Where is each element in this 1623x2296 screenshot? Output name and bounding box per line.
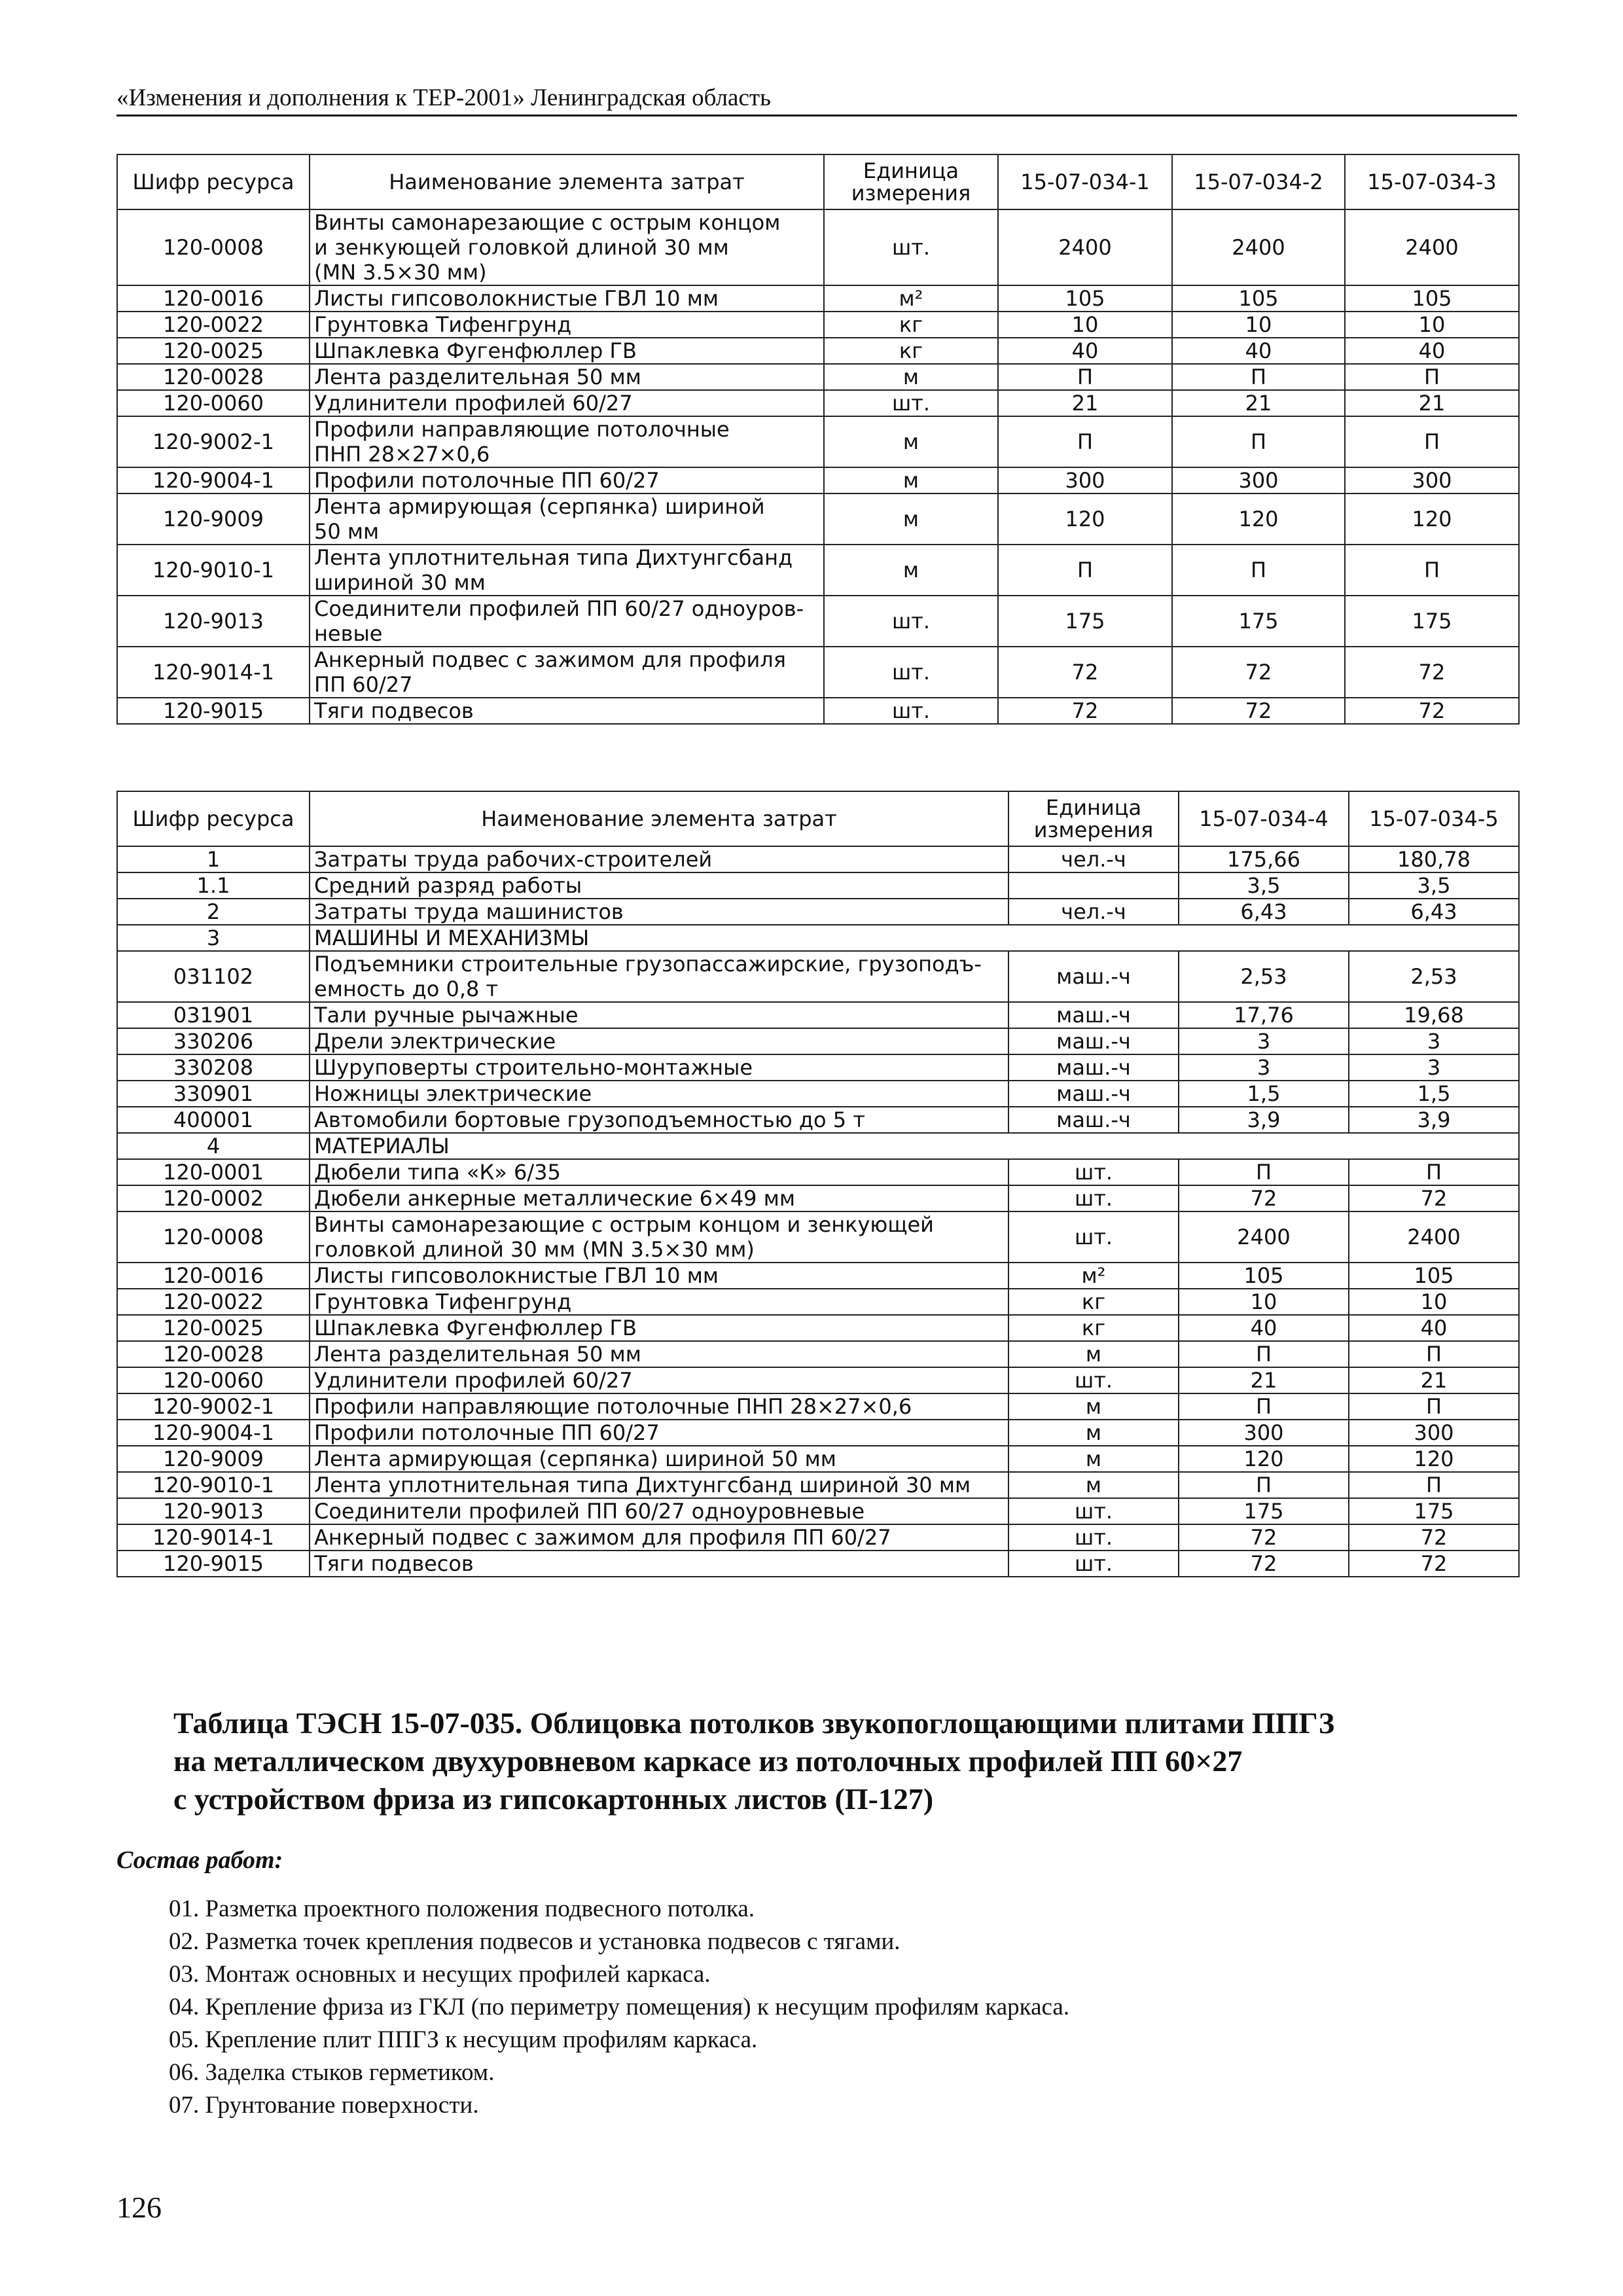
table-cell: 120-0008: [117, 1211, 310, 1263]
table-cell: 2400: [1179, 1211, 1349, 1263]
works-item: 02. Разметка точек крепления подвесов и установка подвесов с тягами.: [169, 1928, 901, 1955]
table-cell: П: [1349, 1393, 1519, 1420]
table-cell: 120-9014-1: [117, 1524, 310, 1551]
table-row: [117, 416, 1519, 467]
table-cell: 120: [1172, 493, 1345, 545]
table-cell: 120-0025: [117, 1315, 310, 1341]
table-cell: 120-0016: [117, 1263, 310, 1289]
table-row: [117, 1498, 1519, 1524]
table-cell: маш.-ч: [1008, 1002, 1179, 1028]
table-row: [117, 285, 1519, 312]
table-cell: 120-0022: [117, 312, 310, 338]
table-row: [117, 493, 1519, 545]
table-cell: 120-0002: [117, 1185, 310, 1211]
table-row: [117, 846, 1519, 872]
table-cell: м: [824, 364, 998, 390]
table-cell: П: [1179, 1159, 1349, 1185]
table-cell: Грунтовка Тифенгрунд: [310, 1289, 1008, 1315]
table-row: [117, 1472, 1519, 1498]
table-cell: чел.-ч: [1008, 899, 1179, 925]
table-row: [117, 647, 1519, 698]
table-cell: 120-0016: [117, 285, 310, 312]
table-row: [117, 467, 1519, 493]
table-cell: 2,53: [1349, 951, 1519, 1002]
table-cell: 1: [117, 846, 310, 872]
table-row: [117, 312, 1519, 338]
table-cell: 1,5: [1349, 1081, 1519, 1107]
section-title: [173, 1704, 1482, 1818]
table-cell: 72: [1179, 1185, 1349, 1211]
table-cell: Шуруповерты строительно-монтажные: [310, 1054, 1008, 1081]
table-cell: 1.1: [117, 872, 310, 899]
table-cell: 300: [998, 467, 1172, 493]
table-cell: 330208: [117, 1054, 310, 1081]
table-cell: 72: [1172, 698, 1345, 724]
table-row: [117, 951, 1519, 1002]
table-cell: 21: [1179, 1367, 1349, 1393]
table-cell: 21: [1349, 1367, 1519, 1393]
table-cell: 120-9013: [117, 596, 310, 647]
table-cell: 105: [1179, 1263, 1349, 1289]
table-cell: 120-9015: [117, 1551, 310, 1577]
table-cell: Листы гипсоволокнистые ГВЛ 10 мм: [310, 1263, 1008, 1289]
table-cell: м: [824, 416, 998, 467]
table-cell: 120-9009: [117, 493, 310, 545]
table-cell: П: [1179, 1472, 1349, 1498]
table-cell: Лента уплотнительная типа Дихтунгсбанд шириной 30 мм: [310, 1472, 1008, 1498]
table-cell: 2400: [1345, 209, 1519, 285]
table-cell: П: [1172, 364, 1345, 390]
table-cell: П: [1345, 416, 1519, 467]
table-cell: Дрели электрические: [310, 1028, 1008, 1054]
table-cell: 105: [1345, 285, 1519, 312]
table-row: [117, 338, 1519, 364]
table-cell: м: [1008, 1446, 1179, 1472]
table-section-row: [117, 925, 1519, 951]
table-cell: шт.: [1008, 1367, 1179, 1393]
table-cell: 105: [1349, 1263, 1519, 1289]
table-cell: Затраты труда рабочих-строителей: [310, 846, 1008, 872]
table-cell: 19,68: [1349, 1002, 1519, 1028]
works-heading: Состав работ:: [116, 1846, 283, 1874]
table-row: [117, 1211, 1519, 1263]
table-cell: П: [1345, 545, 1519, 596]
table-cell: шт.: [1008, 1159, 1179, 1185]
table-cell: П: [1349, 1341, 1519, 1367]
table-cell: П: [1179, 1341, 1349, 1367]
table-cell: 105: [998, 285, 1172, 312]
table-cell: Лента разделительная 50 мм: [310, 364, 824, 390]
table-cell: шт.: [1008, 1211, 1179, 1263]
table-row: [117, 1420, 1519, 1446]
section-title-line: с устройством фриза из гипсокартонных листов (П-127): [173, 1782, 934, 1816]
table-cell: 120-9009: [117, 1446, 310, 1472]
table-cell: Удлинители профилей 60/27: [310, 1367, 1008, 1393]
table-cell: маш.-ч: [1008, 951, 1179, 1002]
works-item: 01. Разметка проектного положения подвесного потолка.: [169, 1895, 755, 1922]
table-cell: [1008, 872, 1179, 899]
table-cell: 40: [1179, 1315, 1349, 1341]
table-header-row: [117, 154, 1519, 209]
table-cell: 300: [1345, 467, 1519, 493]
table-cell: П: [1349, 1472, 1519, 1498]
table-cell: 72: [1345, 647, 1519, 698]
table-cell: 21: [998, 390, 1172, 416]
table-cell: 120-0028: [117, 1341, 310, 1367]
table-cell: 105: [1172, 285, 1345, 312]
table-cell: 3: [1349, 1054, 1519, 1081]
table-cell: шт.: [1008, 1524, 1179, 1551]
table-cell: 120-9010-1: [117, 545, 310, 596]
table-cell: Средний разряд работы: [310, 872, 1008, 899]
table-cell: 031102: [117, 951, 310, 1002]
table-cell: 3: [1179, 1028, 1349, 1054]
table-cell: 3,9: [1349, 1107, 1519, 1133]
works-item: 07. Грунтование поверхности.: [169, 2092, 479, 2119]
table-cell: шт.: [1008, 1551, 1179, 1577]
table-cell: 2,53: [1179, 951, 1349, 1002]
table-row: [117, 390, 1519, 416]
column-header: 15-07-034-4: [1179, 791, 1349, 846]
table-cell: м²: [824, 285, 998, 312]
column-header: Единица измерения: [824, 154, 998, 209]
table-cell: П: [998, 364, 1172, 390]
table-cell: 120: [998, 493, 1172, 545]
table-cell: 120-0060: [117, 390, 310, 416]
column-header: Наименование элемента затрат: [310, 154, 824, 209]
table-cell: 175: [1345, 596, 1519, 647]
table-cell: 175: [998, 596, 1172, 647]
table-cell: 72: [1172, 647, 1345, 698]
table-cell: П: [1349, 1159, 1519, 1185]
table-cell: Шпаклевка Фугенфюллер ГВ: [310, 338, 824, 364]
table-cell: Дюбели типа «К» 6/35: [310, 1159, 1008, 1185]
table-row: [117, 1315, 1519, 1341]
table-cell: Лента разделительная 50 мм: [310, 1341, 1008, 1367]
table-cell: 2: [117, 899, 310, 925]
table-cell: Лента армирующая (серпянка) шириной 50 мм: [310, 493, 824, 545]
table-row: [117, 1002, 1519, 1028]
table-cell: МАШИНЫ И МЕХАНИЗМЫ: [310, 925, 1519, 951]
table-cell: 21: [1345, 390, 1519, 416]
column-header: Шифр ресурса: [117, 154, 310, 209]
table-cell: м: [1008, 1472, 1179, 1498]
table-cell: Винты самонарезающие с острым концом и зенкующей головкой длиной 30 мм (MN 3.5×30 мм): [310, 209, 824, 285]
table-cell: 2400: [998, 209, 1172, 285]
table-cell: 40: [998, 338, 1172, 364]
table-cell: 031901: [117, 1002, 310, 1028]
table-cell: 40: [1345, 338, 1519, 364]
table-cell: 3: [1179, 1054, 1349, 1081]
table-cell: П: [1172, 545, 1345, 596]
table-row: [117, 872, 1519, 899]
table-cell: Автомобили бортовые грузоподъемностью до 5 т: [310, 1107, 1008, 1133]
table-cell: 72: [1345, 698, 1519, 724]
table-cell: Соединители профилей ПП 60/27 одноуров- невые: [310, 596, 824, 647]
table-cell: 300: [1179, 1420, 1349, 1446]
table-cell: маш.-ч: [1008, 1028, 1179, 1054]
table-cell: 330901: [117, 1081, 310, 1107]
table-cell: 6,43: [1179, 899, 1349, 925]
table-cell: П: [998, 545, 1172, 596]
table-cell: 120: [1349, 1446, 1519, 1472]
table-cell: Винты самонарезающие с острым концом и зенкующей головкой длиной 30 мм (MN 3.5×30 мм): [310, 1211, 1008, 1263]
table-cell: Профили направляющие потолочные ПНП 28×27×0,6: [310, 416, 824, 467]
table-cell: кг: [824, 312, 998, 338]
table-cell: шт.: [1008, 1498, 1179, 1524]
table-row: [117, 1054, 1519, 1081]
table-header-row: [117, 791, 1519, 846]
section-title-line: на металлическом двухуровневом каркасе из потолочных профилей ПП 60×27: [173, 1744, 1243, 1778]
table-cell: 4: [117, 1133, 310, 1159]
table-row: [117, 364, 1519, 390]
table-cell: 120-9010-1: [117, 1472, 310, 1498]
table-cell: 1,5: [1179, 1081, 1349, 1107]
table-cell: кг: [1008, 1315, 1179, 1341]
works-list: [169, 1893, 1069, 2122]
table-cell: м: [1008, 1393, 1179, 1420]
table-row: [117, 209, 1519, 285]
table-row: [117, 1341, 1519, 1367]
table-row: [117, 1185, 1519, 1211]
table-cell: 400001: [117, 1107, 310, 1133]
column-header: 15-07-034-1: [998, 154, 1172, 209]
table-cell: 3,5: [1179, 872, 1349, 899]
table-cell: 120-9004-1: [117, 467, 310, 493]
works-item: 03. Монтаж основных и несущих профилей каркаса.: [169, 1961, 711, 1988]
table-cell: Подъемники строительные грузопассажирские, грузоподъ- емность до 0,8 т: [310, 951, 1008, 1002]
table-cell: 120: [1179, 1446, 1349, 1472]
table-row: [117, 545, 1519, 596]
table-cell: 17,76: [1179, 1002, 1349, 1028]
table-row: [117, 698, 1519, 724]
table-cell: 175: [1179, 1498, 1349, 1524]
table-section-row: [117, 1133, 1519, 1159]
table-cell: м: [1008, 1420, 1179, 1446]
table-cell: м: [824, 467, 998, 493]
table-cell: 72: [1349, 1551, 1519, 1577]
table-cell: шт.: [824, 596, 998, 647]
table-cell: 120-9002-1: [117, 416, 310, 467]
table-cell: Шпаклевка Фугенфюллер ГВ: [310, 1315, 1008, 1341]
table-cell: 175,66: [1179, 846, 1349, 872]
table-cell: Листы гипсоволокнистые ГВЛ 10 мм: [310, 285, 824, 312]
table-cell: кг: [824, 338, 998, 364]
column-header: Шифр ресурса: [117, 791, 310, 846]
table-cell: 2400: [1349, 1211, 1519, 1263]
table-cell: Ножницы электрические: [310, 1081, 1008, 1107]
table-cell: П: [1179, 1393, 1349, 1420]
works-item: 05. Крепление плит ППГЗ к несущим профилям каркаса.: [169, 2026, 758, 2053]
page-number: 126: [116, 2191, 162, 2224]
table-cell: 72: [1179, 1551, 1349, 1577]
table-cell: маш.-ч: [1008, 1107, 1179, 1133]
column-header: Единица измерения: [1008, 791, 1179, 846]
table-row: [117, 1159, 1519, 1185]
table-cell: 120-0060: [117, 1367, 310, 1393]
table-cell: Грунтовка Тифенгрунд: [310, 312, 824, 338]
table-cell: 72: [998, 647, 1172, 698]
table-cell: 72: [1349, 1185, 1519, 1211]
table-row: [117, 1263, 1519, 1289]
table-cell: шт.: [1008, 1185, 1179, 1211]
table-row: [117, 1524, 1519, 1551]
table-cell: 120-0028: [117, 364, 310, 390]
section-title-line: Таблица ТЭСН 15-07-035. Облицовка потолков звукопоглощающими плитами ППГЗ: [173, 1706, 1335, 1740]
column-header: Наименование элемента затрат: [310, 791, 1008, 846]
table-cell: 10: [998, 312, 1172, 338]
table-row: [117, 1289, 1519, 1315]
table-cell: 40: [1349, 1315, 1519, 1341]
table-cell: Соединители профилей ПП 60/27 одноуровневые: [310, 1498, 1008, 1524]
table-cell: м²: [1008, 1263, 1179, 1289]
table-row: [117, 1107, 1519, 1133]
running-header: «Изменения и дополнения к ТЕР-2001» Ленинградская область: [116, 84, 1517, 117]
table-cell: МАТЕРИАЛЫ: [310, 1133, 1519, 1159]
table-cell: 10: [1349, 1289, 1519, 1315]
table-cell: Тали ручные рычажные: [310, 1002, 1008, 1028]
table-cell: 120-9002-1: [117, 1393, 310, 1420]
table-row: [117, 596, 1519, 647]
column-header: 15-07-034-2: [1172, 154, 1345, 209]
column-header: 15-07-034-5: [1349, 791, 1519, 846]
table-row: [117, 899, 1519, 925]
table-cell: Лента армирующая (серпянка) шириной 50 мм: [310, 1446, 1008, 1472]
table-cell: Лента уплотнительная типа Дихтунгсбанд шириной 30 мм: [310, 545, 824, 596]
table-cell: Профили потолочные ПП 60/27: [310, 1420, 1008, 1446]
table-cell: шт.: [824, 698, 998, 724]
table-cell: шт.: [824, 647, 998, 698]
table-cell: 2400: [1172, 209, 1345, 285]
table-cell: Анкерный подвес с зажимом для профиля ПП 60/27: [310, 1524, 1008, 1551]
table-cell: Тяги подвесов: [310, 698, 824, 724]
table-cell: 72: [1179, 1524, 1349, 1551]
table-cell: кг: [1008, 1289, 1179, 1315]
table-cell: 120-0025: [117, 338, 310, 364]
table-cell: 180,78: [1349, 846, 1519, 872]
table-cell: 6,43: [1349, 899, 1519, 925]
table-row: [117, 1028, 1519, 1054]
table-cell: м: [824, 493, 998, 545]
table-row: [117, 1551, 1519, 1577]
table-cell: 72: [1349, 1524, 1519, 1551]
resource-table-034-1-3: [116, 154, 1520, 725]
works-item: 06. Заделка стыков герметиком.: [169, 2059, 495, 2086]
table-cell: 10: [1172, 312, 1345, 338]
table-cell: 120-0022: [117, 1289, 310, 1315]
table-cell: 40: [1172, 338, 1345, 364]
table-cell: Тяги подвесов: [310, 1551, 1008, 1577]
table-cell: 10: [1345, 312, 1519, 338]
table-cell: м: [824, 545, 998, 596]
table-cell: 330206: [117, 1028, 310, 1054]
table-cell: 175: [1349, 1498, 1519, 1524]
table-row: [117, 1446, 1519, 1472]
table-cell: Профили направляющие потолочные ПНП 28×27×0,6: [310, 1393, 1008, 1420]
table-cell: 300: [1349, 1420, 1519, 1446]
table-cell: 3,9: [1179, 1107, 1349, 1133]
table-row: [117, 1081, 1519, 1107]
table-cell: чел.-ч: [1008, 846, 1179, 872]
table-cell: м: [1008, 1341, 1179, 1367]
table-cell: 120-0008: [117, 209, 310, 285]
works-item: 04. Крепление фриза из ГКЛ (по периметру помещения) к несущим профилям каркаса.: [169, 1994, 1070, 2020]
table-cell: 175: [1172, 596, 1345, 647]
resource-table-034-4-5: [116, 791, 1520, 1577]
table-cell: П: [998, 416, 1172, 467]
table-cell: П: [1172, 416, 1345, 467]
column-header: 15-07-034-3: [1345, 154, 1519, 209]
table-cell: Затраты труда машинистов: [310, 899, 1008, 925]
table-cell: 300: [1172, 467, 1345, 493]
table-cell: 72: [998, 698, 1172, 724]
table-row: [117, 1367, 1519, 1393]
table-cell: 3: [1349, 1028, 1519, 1054]
table-cell: шт.: [824, 390, 998, 416]
table-cell: 120-9004-1: [117, 1420, 310, 1446]
table-cell: 120-0001: [117, 1159, 310, 1185]
table-cell: 3: [117, 925, 310, 951]
table-cell: 120-9013: [117, 1498, 310, 1524]
table-cell: 120: [1345, 493, 1519, 545]
table-cell: 120-9014-1: [117, 647, 310, 698]
table-cell: 3,5: [1349, 872, 1519, 899]
table-cell: маш.-ч: [1008, 1054, 1179, 1081]
table-cell: маш.-ч: [1008, 1081, 1179, 1107]
table-cell: 120-9015: [117, 698, 310, 724]
table-cell: 21: [1172, 390, 1345, 416]
table-cell: шт.: [824, 209, 998, 285]
table-cell: П: [1345, 364, 1519, 390]
table-cell: Анкерный подвес с зажимом для профиля ПП 60/27: [310, 647, 824, 698]
table-cell: Удлинители профилей 60/27: [310, 390, 824, 416]
table-row: [117, 1393, 1519, 1420]
table-cell: Профили потолочные ПП 60/27: [310, 467, 824, 493]
table-cell: Дюбели анкерные металлические 6×49 мм: [310, 1185, 1008, 1211]
table-cell: 10: [1179, 1289, 1349, 1315]
